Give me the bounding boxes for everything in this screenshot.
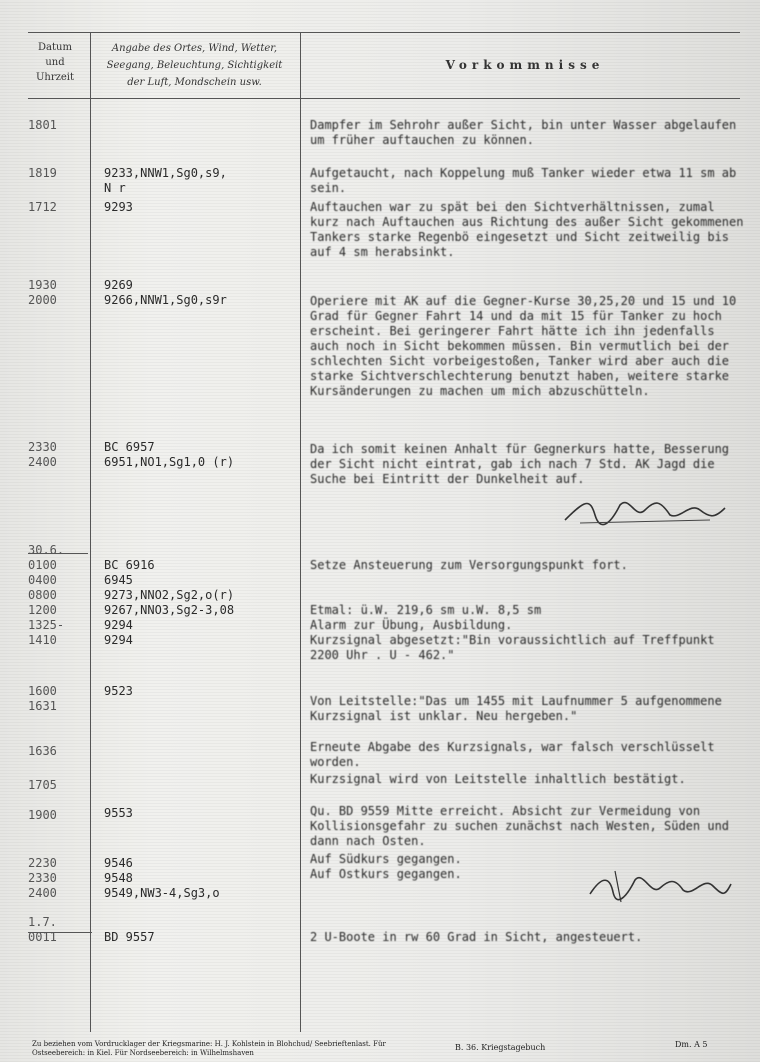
row-time: 1930 2000 bbox=[28, 278, 57, 307]
row-place: 9293 bbox=[104, 200, 133, 214]
footer-supplier-note: Zu beziehen vom Vordrucklager der Kriegsmarine: H. J. Kohlstein in Blohchud/ Seebrieftenlast. Für Ostseebereich: in Kiel. Für Nordseebereich: in Wilhelmshaven bbox=[32, 1040, 386, 1057]
row-text: Qu. BD 9559 Mitte erreicht. Absicht zur Vermeidung von Kollisionsgefahr zu suchen zunächst nach Westen, Süden und dann nach Osten. bbox=[310, 804, 730, 848]
row-text: Dampfer im Sehrohr außer Sicht, bin unter Wasser abgelaufen um früher auftauchen zu können. bbox=[310, 118, 737, 147]
row-text: Auftauchen war zu spät bei den Sichtverhältnissen, zumal kurz nach Auftauchen aus Richtung des außer Sicht gekommenen Tankers starke Regenbö eingesetzt und Sicht zeitweilig bis auf 4 sm herabsinkt. bbox=[310, 200, 744, 259]
row-time: 2230 2330 2400 bbox=[28, 856, 57, 900]
row-place: BC 6957 6951,NO1,Sg1,0 (r) bbox=[104, 440, 235, 469]
row-time: 2330 2400 bbox=[28, 440, 57, 469]
signature-1 bbox=[560, 490, 730, 530]
header-rule bbox=[28, 98, 740, 99]
row-text: Von Leitstelle:"Das um 1455 mit Laufnummer 5 aufgenommene Kurzsignal ist unklar. Neu hergeben." bbox=[310, 694, 722, 723]
column-rule-2 bbox=[300, 32, 301, 1032]
row-time: 1.7. 0011 bbox=[28, 915, 57, 944]
date-strike bbox=[28, 932, 92, 933]
row-text: Auf Südkurs gegangen. Auf Ostkurs gegangen. bbox=[310, 852, 462, 881]
row-place: 9546 9548 9549,NW3-4,Sg3,o bbox=[104, 856, 220, 900]
row-time: 1705 bbox=[28, 778, 57, 792]
date-underline bbox=[28, 553, 88, 554]
header-vorkommnisse: Vorkommnisse bbox=[445, 58, 605, 72]
header-datum-line1: Datum bbox=[38, 42, 72, 53]
row-text: Erneute Abgabe des Kurzsignals, war falsch verschlüsselt worden. bbox=[310, 740, 715, 769]
row-place: 9233,NNW1,Sg0,s9, N r bbox=[104, 166, 227, 195]
row-text: Aufgetaucht, nach Koppelung muß Tanker wieder etwa 11 sm ab sein. bbox=[310, 166, 737, 195]
signature-2 bbox=[585, 866, 735, 908]
header-datum-line3: Uhrzeit bbox=[35, 72, 75, 83]
row-time: 1900 bbox=[28, 808, 57, 822]
row-place: BC 6916 6945 9273,NNO2,Sg2,o(r) 9267,NNO3,Sg2-3,08 9294 9294 bbox=[104, 558, 235, 647]
row-place: 9269 9266,NNW1,Sg0,s9r bbox=[104, 278, 227, 307]
header-angabe-line2: Seegang, Beleuchtung, Sichtigkeit bbox=[106, 60, 283, 71]
row-text: Setze Ansteuerung zum Versorgungspunkt fort. Etmal: ü.W. 219,6 sm u.W. 8,5 sm Alarm zur Übung, Ausbildung. Kurzsignal abgesetzt:"Bin voraussichtlich auf Treffpunkt 2200 Uhr . U - 462." bbox=[310, 558, 715, 662]
footer-form-title: B. 36. Kriegstagebuch bbox=[455, 1043, 546, 1052]
row-time: 1801 bbox=[28, 118, 57, 132]
row-place: BD 9557 bbox=[104, 930, 155, 944]
row-text: Operiere mit AK auf die Gegner-Kurse 30,25,20 und 15 und 10 Grad für Gegner Fahrt 14 und da mit 15 für Tanker zu hoch erscheint. Bei geringerer Fahrt hätte ich ihn jedenfalls auch noch in Sicht bekommen müssen. Bin vermutlich bei der schlechten Sicht vorbeigestoßen, Tanker wird aber auch die starke Sichtverschlechterung benutzt haben, weitere starke Kursänderungen zu machen um mich abzuschütteln. bbox=[310, 294, 737, 398]
row-time: 1819 bbox=[28, 166, 57, 180]
column-rule-1 bbox=[90, 32, 91, 1032]
header-angabe bbox=[92, 40, 297, 91]
row-text: Kurzsignal wird von Leitstelle inhaltlich bestätigt. bbox=[310, 772, 686, 786]
row-time: 1636 bbox=[28, 744, 57, 758]
footer-form-code: Dm. A 5 bbox=[675, 1040, 708, 1049]
header-angabe-line3: der Luft, Mondschein usw. bbox=[127, 77, 262, 88]
header-datum bbox=[30, 40, 80, 85]
row-place: 9553 bbox=[104, 806, 133, 820]
row-time: 1712 bbox=[28, 200, 57, 214]
header-datum-line2: und bbox=[45, 57, 65, 68]
row-text: Da ich somit keinen Anhalt für Gegnerkurs hatte, Besserung der Sicht nicht eintrat, gab ich nach 7 Std. AK Jagd die Suche bei Eintritt der Dunkelheit auf. bbox=[310, 442, 730, 486]
top-rule bbox=[28, 32, 740, 33]
row-place: 9523 bbox=[104, 684, 133, 698]
header-angabe-line1: Angabe des Ortes, Wind, Wetter, bbox=[111, 43, 278, 54]
row-time: 30.6. 0100 0400 0800 1200 1325- 1410 bbox=[28, 543, 65, 647]
row-time: 1600 1631 bbox=[28, 684, 57, 713]
row-text: 2 U-Boote in rw 60 Grad in Sicht, angesteuert. bbox=[310, 930, 643, 944]
